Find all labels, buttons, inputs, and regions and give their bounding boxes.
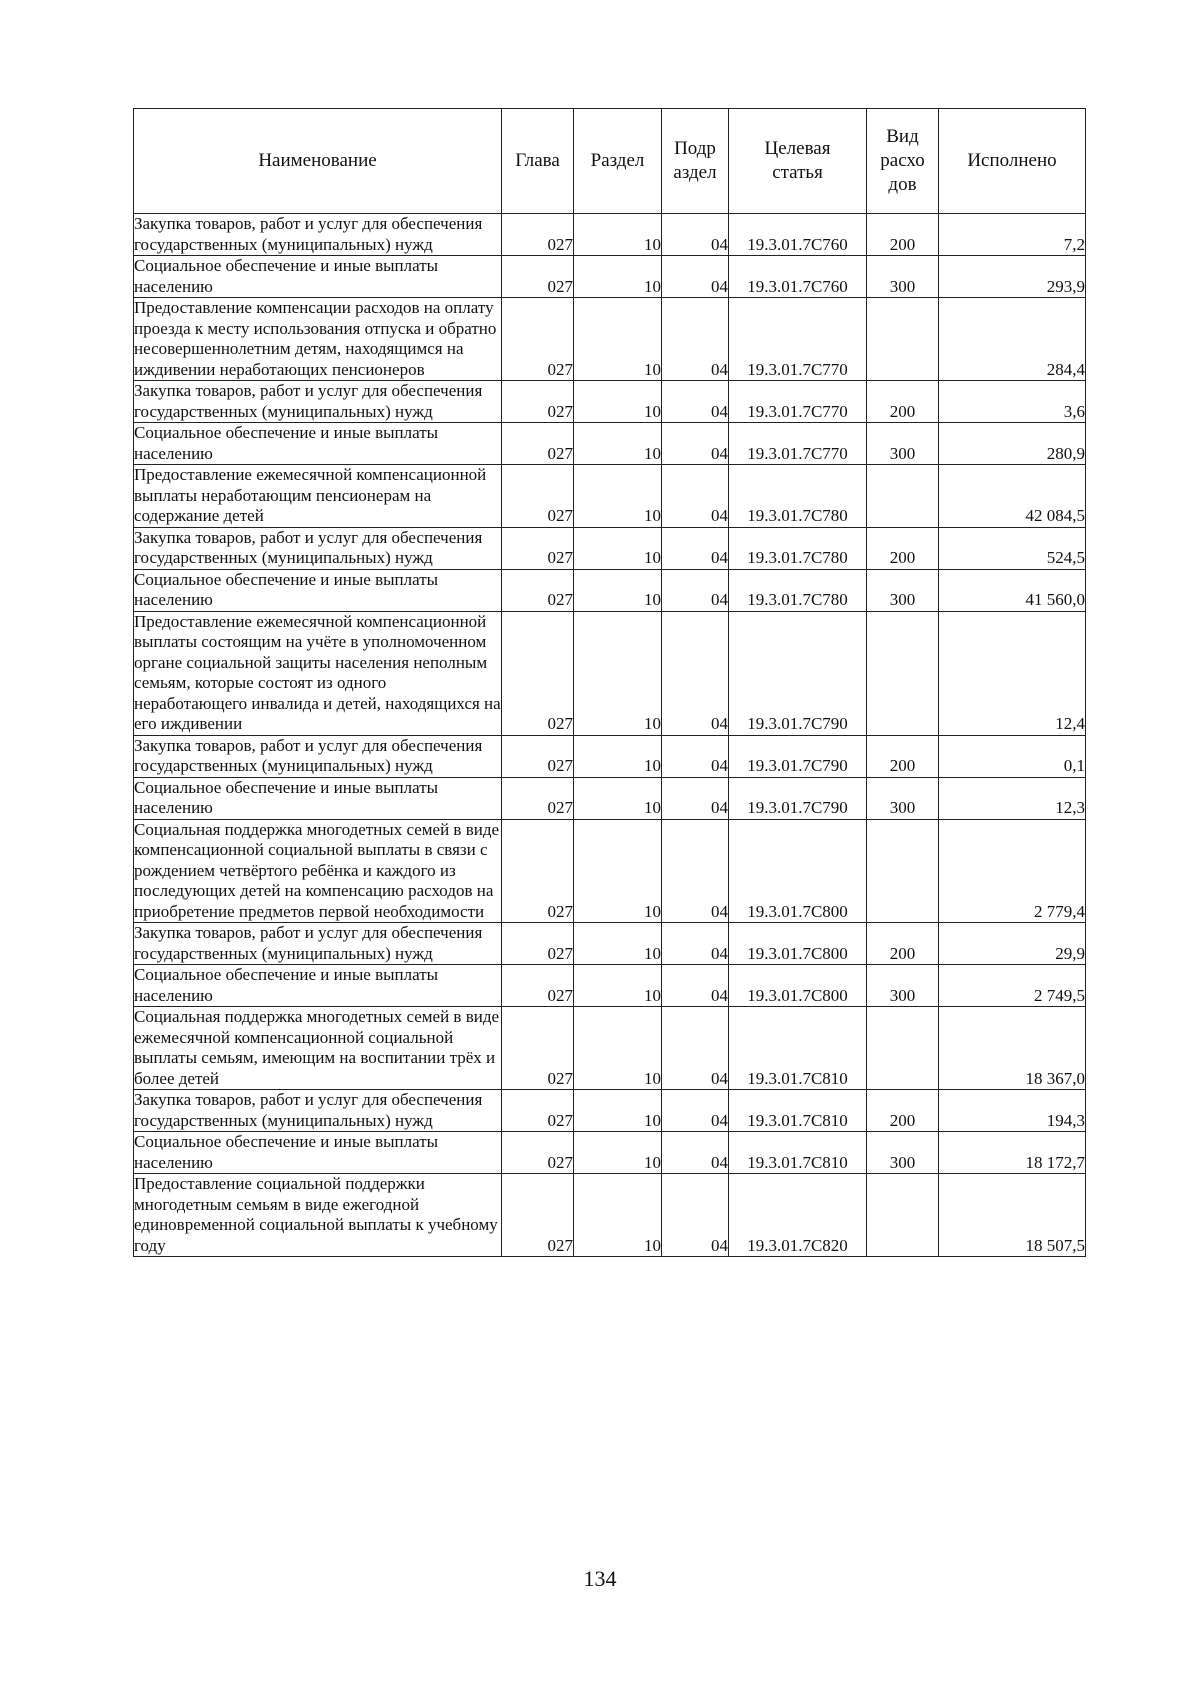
cell-ispolneno: 41 560,0 bbox=[939, 569, 1086, 611]
cell-podrazdel: 04 bbox=[662, 423, 729, 465]
cell-podrazdel: 04 bbox=[662, 1132, 729, 1174]
cell-ispolneno: 18 172,7 bbox=[939, 1132, 1086, 1174]
cell-ispolneno: 293,9 bbox=[939, 256, 1086, 298]
cell-name: Социальное обеспечение и иные выплаты населению bbox=[134, 423, 502, 465]
cell-name: Закупка товаров, работ и услуг для обеспечения государственных (муниципальных) нужд bbox=[134, 735, 502, 777]
cell-razdel: 10 bbox=[574, 1090, 662, 1132]
cell-name: Закупка товаров, работ и услуг для обеспечения государственных (муниципальных) нужд bbox=[134, 214, 502, 256]
cell-razdel: 10 bbox=[574, 423, 662, 465]
cell-podrazdel: 04 bbox=[662, 569, 729, 611]
header-podrazdel-line: Подр bbox=[674, 138, 716, 159]
cell-ispolneno: 524,5 bbox=[939, 527, 1086, 569]
cell-razdel: 10 bbox=[574, 465, 662, 528]
cell-glava: 027 bbox=[502, 298, 574, 381]
cell-podrazdel: 04 bbox=[662, 735, 729, 777]
cell-vid bbox=[867, 298, 939, 381]
cell-podrazdel: 04 bbox=[662, 214, 729, 256]
expenditure-table bbox=[133, 108, 1086, 1257]
cell-ispolneno: 7,2 bbox=[939, 214, 1086, 256]
cell-vid: 300 bbox=[867, 423, 939, 465]
cell-glava: 027 bbox=[502, 1174, 574, 1257]
header-podrazdel bbox=[662, 109, 729, 214]
cell-glava: 027 bbox=[502, 735, 574, 777]
cell-podrazdel: 04 bbox=[662, 381, 729, 423]
header-vid bbox=[867, 109, 939, 214]
table-row bbox=[134, 256, 1086, 298]
cell-ispolneno: 280,9 bbox=[939, 423, 1086, 465]
header-podrazdel-line: аздел bbox=[673, 162, 717, 183]
page-number: 134 bbox=[583, 1566, 617, 1591]
cell-razdel: 10 bbox=[574, 569, 662, 611]
cell-celevaya: 19.3.01.7С770 bbox=[729, 381, 867, 423]
cell-name: Социальное обеспечение и иные выплаты населению bbox=[134, 256, 502, 298]
cell-podrazdel: 04 bbox=[662, 256, 729, 298]
cell-vid: 300 bbox=[867, 256, 939, 298]
cell-name: Социальное обеспечение и иные выплаты населению bbox=[134, 965, 502, 1007]
header-razdel: Раздел bbox=[574, 109, 662, 214]
cell-celevaya: 19.3.01.7С800 bbox=[729, 923, 867, 965]
header-vid-line: дов bbox=[888, 174, 917, 195]
cell-razdel: 10 bbox=[574, 1132, 662, 1174]
cell-ispolneno: 18 507,5 bbox=[939, 1174, 1086, 1257]
table-row bbox=[134, 569, 1086, 611]
cell-razdel: 10 bbox=[574, 923, 662, 965]
table-row bbox=[134, 465, 1086, 528]
cell-razdel: 10 bbox=[574, 819, 662, 923]
cell-ispolneno: 3,6 bbox=[939, 381, 1086, 423]
cell-vid: 300 bbox=[867, 569, 939, 611]
cell-name: Закупка товаров, работ и услуг для обеспечения государственных (муниципальных) нужд bbox=[134, 1090, 502, 1132]
cell-podrazdel: 04 bbox=[662, 465, 729, 528]
cell-razdel: 10 bbox=[574, 527, 662, 569]
header-celevaya bbox=[729, 109, 867, 214]
table-header-row bbox=[134, 109, 1086, 214]
cell-podrazdel: 04 bbox=[662, 777, 729, 819]
cell-glava: 027 bbox=[502, 256, 574, 298]
cell-vid: 200 bbox=[867, 527, 939, 569]
cell-razdel: 10 bbox=[574, 777, 662, 819]
cell-glava: 027 bbox=[502, 777, 574, 819]
cell-vid: 200 bbox=[867, 381, 939, 423]
cell-name: Социальная поддержка многодетных семей в виде ежемесячной компенсационной социальной выплаты семьям, имеющим на воспитании трёх и более детей bbox=[134, 1007, 502, 1090]
cell-glava: 027 bbox=[502, 423, 574, 465]
cell-vid: 200 bbox=[867, 1090, 939, 1132]
cell-podrazdel: 04 bbox=[662, 527, 729, 569]
cell-celevaya: 19.3.01.7С810 bbox=[729, 1007, 867, 1090]
cell-glava: 027 bbox=[502, 819, 574, 923]
cell-razdel: 10 bbox=[574, 1007, 662, 1090]
cell-ispolneno: 12,4 bbox=[939, 611, 1086, 735]
cell-podrazdel: 04 bbox=[662, 1174, 729, 1257]
cell-name: Предоставление социальной поддержки многодетным семьям в виде ежегодной единовременной социальной выплаты к учебному году bbox=[134, 1174, 502, 1257]
table-row bbox=[134, 381, 1086, 423]
cell-glava: 027 bbox=[502, 527, 574, 569]
cell-glava: 027 bbox=[502, 1007, 574, 1090]
cell-razdel: 10 bbox=[574, 256, 662, 298]
cell-vid: 200 bbox=[867, 735, 939, 777]
cell-razdel: 10 bbox=[574, 735, 662, 777]
cell-celevaya: 19.3.01.7С790 bbox=[729, 777, 867, 819]
header-ispolneno: Исполнено bbox=[939, 109, 1086, 214]
cell-celevaya: 19.3.01.7С780 bbox=[729, 569, 867, 611]
cell-glava: 027 bbox=[502, 214, 574, 256]
cell-name: Закупка товаров, работ и услуг для обеспечения государственных (муниципальных) нужд bbox=[134, 381, 502, 423]
table-row bbox=[134, 1090, 1086, 1132]
cell-celevaya: 19.3.01.7С820 bbox=[729, 1174, 867, 1257]
cell-glava: 027 bbox=[502, 611, 574, 735]
cell-glava: 027 bbox=[502, 381, 574, 423]
cell-vid bbox=[867, 819, 939, 923]
cell-celevaya: 19.3.01.7С780 bbox=[729, 465, 867, 528]
table-row bbox=[134, 1132, 1086, 1174]
cell-podrazdel: 04 bbox=[662, 611, 729, 735]
cell-glava: 027 bbox=[502, 1132, 574, 1174]
cell-razdel: 10 bbox=[574, 611, 662, 735]
cell-celevaya: 19.3.01.7С790 bbox=[729, 611, 867, 735]
cell-glava: 027 bbox=[502, 569, 574, 611]
table-row bbox=[134, 819, 1086, 923]
table-row bbox=[134, 527, 1086, 569]
cell-vid bbox=[867, 465, 939, 528]
cell-ispolneno: 29,9 bbox=[939, 923, 1086, 965]
cell-ispolneno: 284,4 bbox=[939, 298, 1086, 381]
cell-glava: 027 bbox=[502, 923, 574, 965]
header-celevaya-line: Целевая bbox=[764, 138, 831, 159]
cell-ispolneno: 2 749,5 bbox=[939, 965, 1086, 1007]
header-celevaya-line: статья bbox=[772, 162, 823, 183]
cell-razdel: 10 bbox=[574, 214, 662, 256]
cell-celevaya: 19.3.01.7С770 bbox=[729, 423, 867, 465]
cell-vid: 200 bbox=[867, 214, 939, 256]
table-row bbox=[134, 298, 1086, 381]
header-name: Наименование bbox=[134, 109, 502, 214]
table-row bbox=[134, 777, 1086, 819]
table-row bbox=[134, 611, 1086, 735]
cell-razdel: 10 bbox=[574, 1174, 662, 1257]
cell-name: Социальное обеспечение и иные выплаты населению bbox=[134, 1132, 502, 1174]
cell-celevaya: 19.3.01.7С770 bbox=[729, 298, 867, 381]
cell-podrazdel: 04 bbox=[662, 923, 729, 965]
cell-vid: 200 bbox=[867, 923, 939, 965]
cell-name: Социальное обеспечение и иные выплаты населению bbox=[134, 569, 502, 611]
cell-ispolneno: 12,3 bbox=[939, 777, 1086, 819]
cell-celevaya: 19.3.01.7С760 bbox=[729, 214, 867, 256]
cell-celevaya: 19.3.01.7С810 bbox=[729, 1090, 867, 1132]
table-row bbox=[134, 423, 1086, 465]
cell-podrazdel: 04 bbox=[662, 965, 729, 1007]
cell-celevaya: 19.3.01.7С810 bbox=[729, 1132, 867, 1174]
table-row bbox=[134, 214, 1086, 256]
cell-name: Закупка товаров, работ и услуг для обеспечения государственных (муниципальных) нужд bbox=[134, 923, 502, 965]
cell-razdel: 10 bbox=[574, 965, 662, 1007]
cell-glava: 027 bbox=[502, 1090, 574, 1132]
header-vid-line: Вид bbox=[886, 126, 919, 147]
cell-name: Закупка товаров, работ и услуг для обеспечения государственных (муниципальных) нужд bbox=[134, 527, 502, 569]
cell-razdel: 10 bbox=[574, 298, 662, 381]
table-row bbox=[134, 1174, 1086, 1257]
cell-ispolneno: 0,1 bbox=[939, 735, 1086, 777]
cell-vid: 300 bbox=[867, 965, 939, 1007]
cell-ispolneno: 42 084,5 bbox=[939, 465, 1086, 528]
cell-name: Социальная поддержка многодетных семей в виде компенсационной социальной выплаты в связи с рождением четвёртого ребёнка и каждого из последующих детей на компенсацию расходов на приобретение предметов первой необходимости bbox=[134, 819, 502, 923]
cell-podrazdel: 04 bbox=[662, 1007, 729, 1090]
cell-name: Социальное обеспечение и иные выплаты населению bbox=[134, 777, 502, 819]
table-row bbox=[134, 965, 1086, 1007]
cell-celevaya: 19.3.01.7С760 bbox=[729, 256, 867, 298]
cell-name: Предоставление ежемесячной компенсационной выплаты неработающим пенсионерам на содержание детей bbox=[134, 465, 502, 528]
cell-celevaya: 19.3.01.7С790 bbox=[729, 735, 867, 777]
cell-celevaya: 19.3.01.7С800 bbox=[729, 819, 867, 923]
cell-glava: 027 bbox=[502, 965, 574, 1007]
cell-vid: 300 bbox=[867, 777, 939, 819]
cell-ispolneno: 18 367,0 bbox=[939, 1007, 1086, 1090]
cell-podrazdel: 04 bbox=[662, 819, 729, 923]
cell-vid bbox=[867, 611, 939, 735]
cell-celevaya: 19.3.01.7С800 bbox=[729, 965, 867, 1007]
table-body bbox=[134, 214, 1086, 1257]
cell-razdel: 10 bbox=[574, 381, 662, 423]
cell-vid bbox=[867, 1174, 939, 1257]
cell-vid: 300 bbox=[867, 1132, 939, 1174]
cell-ispolneno: 2 779,4 bbox=[939, 819, 1086, 923]
cell-ispolneno: 194,3 bbox=[939, 1090, 1086, 1132]
cell-celevaya: 19.3.01.7С780 bbox=[729, 527, 867, 569]
cell-name: Предоставление компенсации расходов на оплату проезда к месту использования отпуска и обратно несовершеннолетним детям, находящимся на иждивении неработающих пенсионеров bbox=[134, 298, 502, 381]
table-row bbox=[134, 735, 1086, 777]
header-glava: Глава bbox=[502, 109, 574, 214]
header-vid-line: расхо bbox=[880, 150, 925, 171]
cell-podrazdel: 04 bbox=[662, 298, 729, 381]
cell-podrazdel: 04 bbox=[662, 1090, 729, 1132]
cell-vid bbox=[867, 1007, 939, 1090]
cell-glava: 027 bbox=[502, 465, 574, 528]
cell-name: Предоставление ежемесячной компенсационной выплаты состоящим на учёте в уполномоченном органе социальной защиты населения неполным семьям, которые состоят из одного неработающего инвалида и детей, находящихся на его иждивении bbox=[134, 611, 501, 733]
table-row bbox=[134, 1007, 1086, 1090]
table-row bbox=[134, 923, 1086, 965]
